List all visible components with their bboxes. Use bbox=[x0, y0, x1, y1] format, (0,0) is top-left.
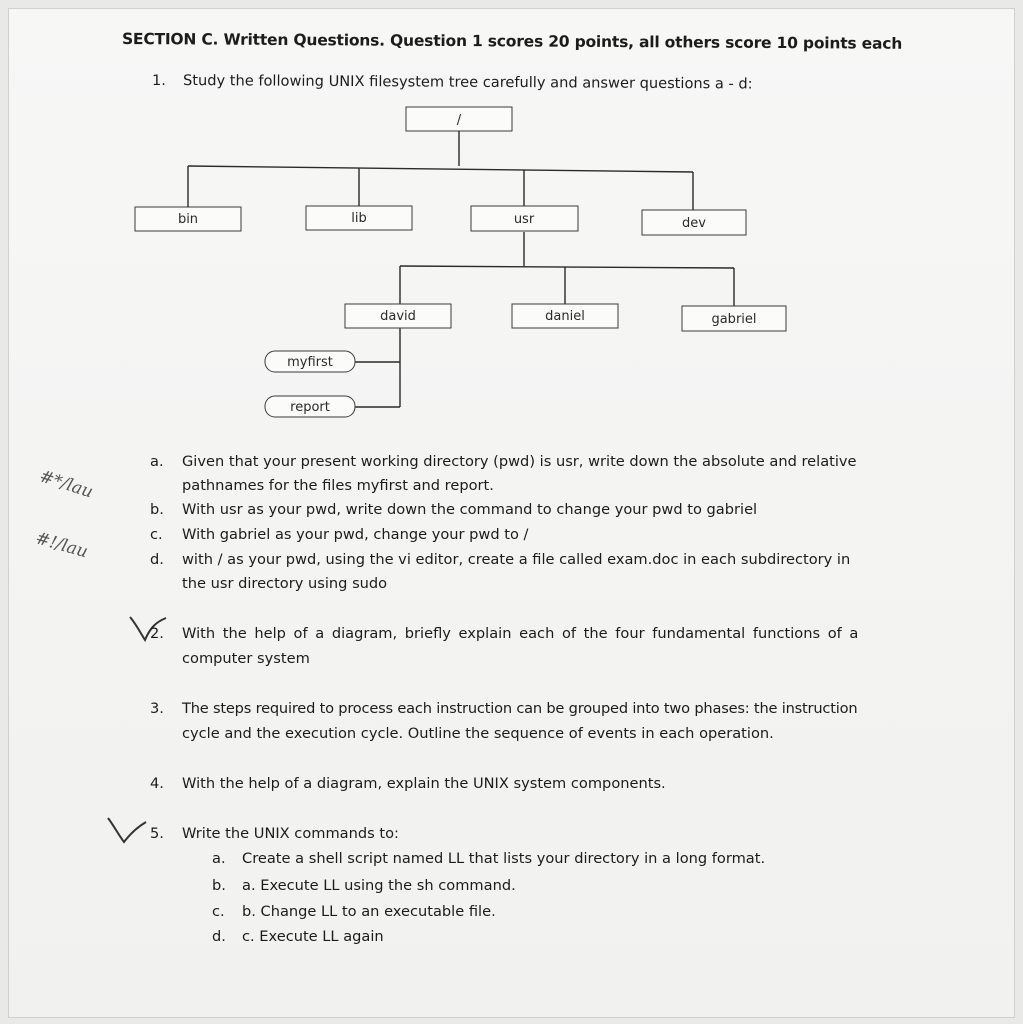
tree-node-daniel-label: daniel bbox=[545, 309, 585, 324]
tree-file-report bbox=[265, 396, 355, 417]
tree-node-gabriel-label: gabriel bbox=[711, 312, 757, 327]
tree-node-dev-label: dev bbox=[682, 216, 706, 231]
tree-file-myfirst bbox=[265, 351, 355, 372]
tree-node-usr bbox=[471, 206, 578, 231]
tree-file-report-label: report bbox=[290, 400, 330, 415]
question-4-line-1: With the help of a diagram, explain the UNIX system components. bbox=[182, 775, 666, 792]
section-heading: SECTION C. Written Questions. Question 1 scores 20 points, all others score 10 points each bbox=[121, 30, 903, 53]
q5-item-b-label: b. bbox=[212, 877, 226, 894]
q1-part-d-line-1: with / as your pwd, using the vi editor, create a file called exam.doc in each subdirectory in bbox=[182, 551, 851, 568]
tree-node-usr-label: usr bbox=[513, 212, 535, 227]
q1-part-a-label: a. bbox=[150, 453, 164, 470]
tree-node-david bbox=[345, 304, 451, 328]
q5-item-a-label: a. bbox=[212, 850, 226, 867]
handwritten-note-1: #*/lau bbox=[36, 466, 96, 503]
q1-part-d-line-2: the usr directory using sudo bbox=[182, 575, 388, 592]
q1-part-d-label: d. bbox=[150, 551, 164, 568]
question-5-number: 5. bbox=[150, 825, 164, 842]
check-mark-icon bbox=[108, 818, 146, 842]
question-5-text: Write the UNIX commands to: bbox=[182, 825, 399, 842]
question-4-number: 4. bbox=[150, 775, 164, 792]
tree-node-bin-label: bin bbox=[177, 212, 199, 227]
q1-part-b-label: b. bbox=[150, 501, 164, 518]
question-2-line-2: computer system bbox=[182, 650, 310, 667]
tree-node-bin bbox=[135, 207, 241, 231]
tree-node-daniel bbox=[512, 304, 618, 328]
tree-node-lib bbox=[306, 206, 412, 230]
q5-item-b-text: a. Execute LL using the sh command. bbox=[242, 877, 516, 894]
question-3-number: 3. bbox=[150, 700, 164, 717]
question-3-line-2: cycle and the execution cycle. Outline the sequence of events in each operation. bbox=[182, 725, 774, 742]
tree-node-david-label: david bbox=[380, 309, 416, 324]
tree-node-dev bbox=[642, 210, 746, 235]
q5-item-d-text: c. Execute LL again bbox=[242, 928, 384, 945]
tree-node-lib-label: lib bbox=[351, 211, 367, 226]
q1-part-c-line-1: With gabriel as your pwd, change your pwd to / bbox=[182, 526, 529, 543]
q1-part-c-label: c. bbox=[150, 526, 163, 543]
tree-node-root bbox=[406, 107, 512, 131]
tree-file-myfirst-label: myfirst bbox=[287, 355, 333, 370]
question-2-line-1: With the help of a diagram, briefly explain each of the four fundamental functions of a bbox=[182, 625, 859, 642]
q1-part-a-line-2: pathnames for the files myfirst and report. bbox=[182, 477, 494, 494]
q5-item-c-text: b. Change LL to an executable file. bbox=[242, 903, 496, 920]
q1-part-b-line-1: With usr as your pwd, write down the command to change your pwd to gabriel bbox=[182, 501, 758, 518]
tree-node-root-label: / bbox=[456, 113, 462, 128]
q5-item-d-label: d. bbox=[212, 928, 226, 945]
question-1-number: 1. bbox=[152, 72, 166, 89]
q1-part-a-line-1: Given that your present working directory (pwd) is usr, write down the absolute and relative bbox=[182, 453, 857, 470]
q5-item-c-label: c. bbox=[212, 903, 225, 920]
question-3-line-1: The steps required to process each instruction can be grouped into two phases: the instruction bbox=[182, 700, 858, 717]
question-2-number: 2. bbox=[150, 625, 164, 642]
question-1-text: Study the following UNIX filesystem tree carefully and answer questions a - d: bbox=[182, 72, 753, 93]
q5-item-a-text: Create a shell script named LL that lists your directory in a long format. bbox=[242, 850, 766, 867]
tree-node-gabriel bbox=[682, 306, 786, 331]
handwritten-note-2: #!/lau bbox=[33, 528, 91, 563]
